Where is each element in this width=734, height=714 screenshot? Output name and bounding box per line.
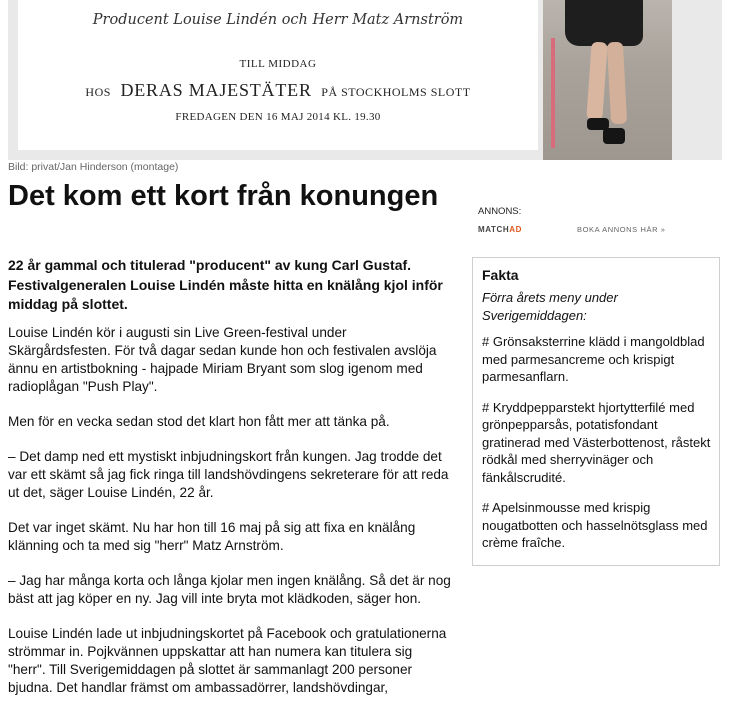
body-paragraph: Det var inget skämt. Nu har hon till 16 maj på sig att fixa en knälång klänning och ta med sig "herr" Matz Arnström. <box>8 520 416 553</box>
body-paragraph: Louise Lindén kör i augusti sin Live Green-festival under Skärgårdsfesten. För två dagar sedan kunde hon och festivalen avslöja ännu en artistbokning - hajpade Miriam Bryant som slog igenom med radioplågan "Push Play". <box>8 325 437 394</box>
invitation-majestater: DERAS MAJESTÄTER <box>120 80 312 100</box>
image-credit: Bild: privat/Jan Hinderson (montage) <box>8 161 179 173</box>
fact-box-intro: Förra årets meny under Sverigemiddagen: <box>482 290 618 323</box>
photo-bag-strap <box>551 38 555 148</box>
book-ad-link[interactable]: BOKA ANNONS HÄR » <box>577 225 666 234</box>
photo-leg <box>586 42 607 121</box>
photo-skirt <box>565 0 643 46</box>
lead-paragraph: 22 år gammal och titulerad "producent" av kung Carl Gustaf. Festivalgeneralen Louise Lindén måste hitta en knälång kjol inför middag på slottet. <box>8 257 443 312</box>
matchad-logo-accent: AD <box>509 225 523 234</box>
invitation-till-middag: TILL MIDDAG <box>239 58 317 70</box>
invitation-hos: HOS <box>85 85 111 99</box>
headline: Det kom ett kort från konungen <box>8 180 439 212</box>
invitation-producer-line: Producent Louise Lindén och Herr Matz Arnström <box>92 12 464 28</box>
portrait-photo <box>543 0 672 160</box>
body-paragraph: Men för en vecka sedan stod det klart hon fått mer att tänka på. <box>8 414 390 429</box>
invitation-date: FREDAGEN DEN 16 MAJ 2014 KL. 19.30 <box>175 111 381 123</box>
hero-image <box>8 0 722 160</box>
body-paragraph: Louise Lindén lade ut inbjudningskortet på Facebook och gratulationerna strömmar in. Pojkvännen uppskattar att han numera kan titulera sig "herr". Till Sverigemiddagen på slottet är sammanlagt 200 personer bjudna. Det handlar främst om ambassadörrer, landshövdingar, <box>8 626 447 695</box>
matchad-logo-main: MATCH <box>478 225 510 234</box>
invitation-card <box>18 0 538 150</box>
fact-box-menu <box>482 333 714 565</box>
fact-box <box>472 257 720 566</box>
menu-item: # Apelsinmousse med krispig nougatbotten och hasselnötsglass med crème fraîche. <box>482 500 708 550</box>
invitation-host-line <box>18 80 538 101</box>
ad-label: ANNONS: <box>478 206 522 217</box>
menu-item: # Kryddpepparstekt hjortytterfilé med grönpepparsås, potatisfondant gratinerad med Västerbottenost, råstekt rödkål med sherryvinäger och fänkålscrudité. <box>482 399 711 485</box>
article-body <box>8 324 453 714</box>
photo-shoe <box>603 128 625 144</box>
fact-box-title: Fakta <box>482 267 519 283</box>
body-paragraph: – Det damp ned ett mystiskt inbjudningskort från kungen. Jag trodde det var ett skämt så jag fick ringa till landshövdingens sekreterare för att reda ut det, säger Louise Lindén, 22 år. <box>8 449 449 500</box>
matchad-logo[interactable] <box>478 225 522 234</box>
menu-item: # Grönsaksterrine klädd i mangoldblad med parmesancreme och krispigt parmesanflarn. <box>482 334 705 384</box>
invitation-slott: PÅ STOCKHOLMS SLOTT <box>321 85 471 99</box>
photo-leg <box>607 42 627 125</box>
body-paragraph: – Jag har många korta och långa kjolar men ingen knälång. Så det är nog bäst att jag köper en ny. Jag vill inte bryta mot klädkoden, säger hon. <box>8 573 451 606</box>
